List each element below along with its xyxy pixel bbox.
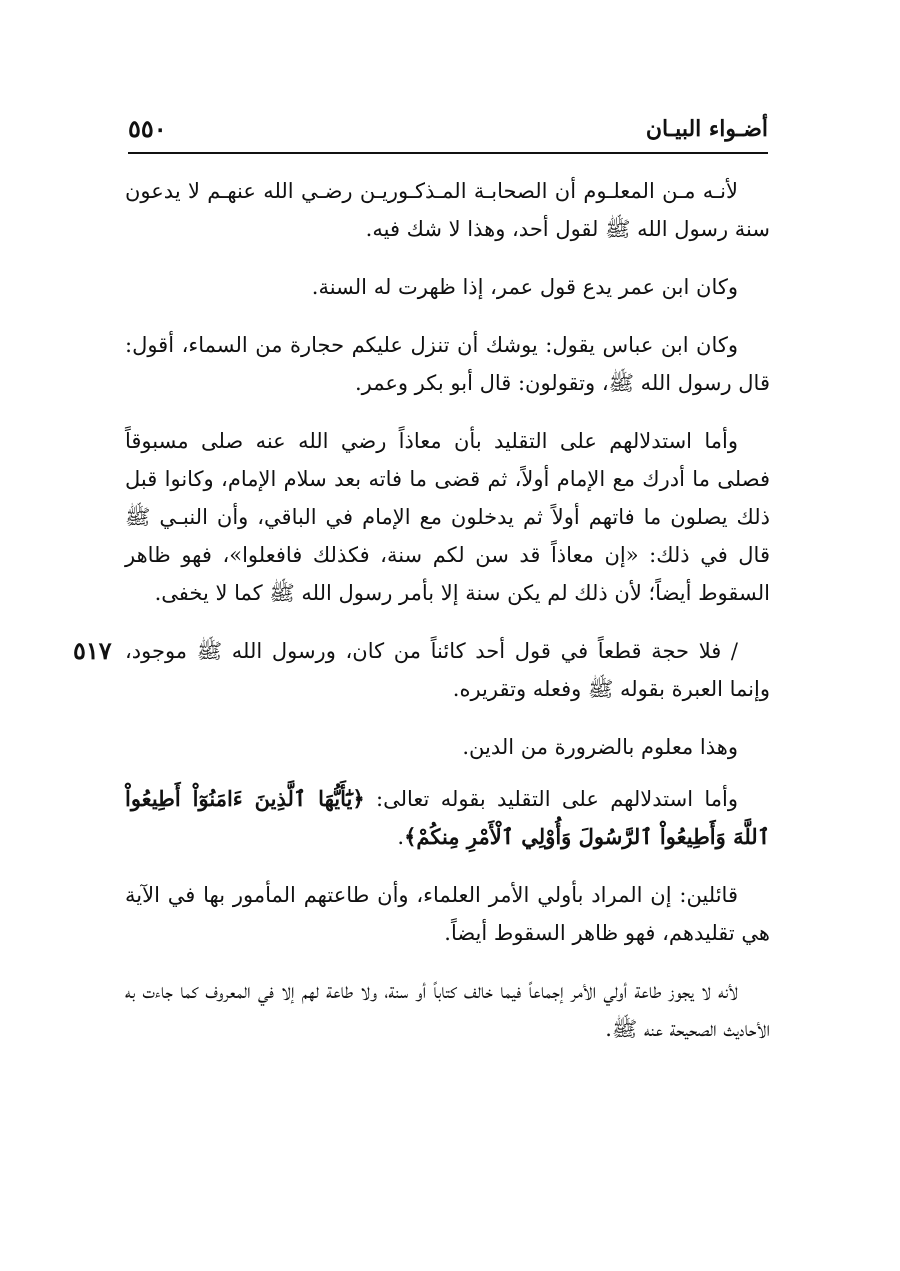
running-title: أضـواء البيـان: [645, 116, 768, 142]
page-body: [73, 172, 770, 1068]
margin-page-number: ٥١٧: [73, 636, 112, 665]
paragraph: وكان ابن عمر يدع قول عمر، إذا ظهرت له السنة.: [311, 275, 738, 299]
paragraph: قائلين: إن المراد بأولي الأمر العلماء، وأن طاعتهم المأمور بها في الآية هي تقليدهم، فهو ظاهر السقوط أيضاً.: [125, 883, 770, 945]
quran-verse: ﴿يَٰٓأَيُّهَا ٱلَّذِينَ ءَامَنُوٓاْ أَطِيعُواْ ٱللَّهَ وَأَطِيعُواْ ٱلرَّسُولَ وَأُوْلِي ٱلْأَمْرِ مِنكُمْ﴾: [125, 786, 770, 849]
page-number: ٥٥٠: [128, 114, 167, 143]
paragraph: / فلا حجة قطعاً في قول أحد كائناً من كان، ورسول الله ﷺ موجود، وإنما العبرة بقوله ﷺ وفعله وتقريره.: [125, 639, 770, 701]
verse-paragraph: [125, 780, 770, 856]
paragraph: لأنـه مـن المعلـوم أن الصحابـة المـذكـوريـن رضـي الله عنهـم لا يدعون سنة رسول الله ﷺ لقول أحد، وهذا لا شك فيه.: [125, 179, 770, 241]
paragraph: وهذا معلوم بالضرورة من الدين.: [462, 735, 738, 759]
margin-marked-paragraph: [73, 632, 770, 708]
verse-intro: وأما استدلالهم على التقليد بقوله تعالى:: [364, 787, 738, 811]
page-header: [128, 110, 768, 154]
verse-end: .: [397, 825, 405, 849]
paragraph: وأما استدلالهم على التقليد بأن معاذاً رضي الله عنه صلى مسبوقاً فصلى ما أدرك مع الإمام أولاً، ثم قضى ما فاته بعد سلام الإمام، وكانوا قبل ذلك يصلون ما فاتهم أولاً ثم يدخلون مع الإمام في الباقي، وأن النبـي ﷺ قال في ذلك: «إن معاذاً قد سن لكم سنة، فكذلك فافعلوا»، فهو ظاهر السقوط أيضاً؛ لأن ذلك لم يكن سنة إلا بأمر رسول الله ﷺ كما لا يخفى.: [125, 429, 770, 605]
paragraph: وكان ابن عباس يقول: يوشك أن تنزل عليكم حجارة من السماء، أقول: قال رسول الله ﷺ، وتقولون: قال أبو بكر وعمر.: [125, 333, 770, 395]
paragraph: لأنه لا يجوز طاعة أولي الأمر إجماعاً فيما خالف كتاباً أو سنة، ولا طاعة لهم إلا في المعروف كما جاءت به الأحاديث الصحيحة عنه ﷺ.: [125, 979, 770, 1041]
